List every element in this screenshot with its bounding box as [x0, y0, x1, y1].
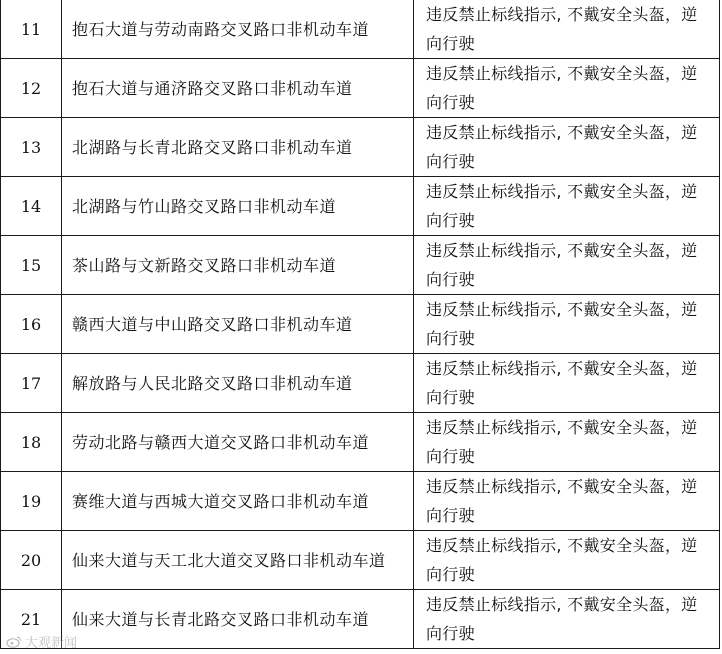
table-row	[1, 59, 720, 118]
watermark-text: 大观新闻	[25, 636, 78, 651]
location-cell: 抱石大道与劳动南路交叉路口非机动车道	[62, 0, 414, 59]
table-row	[1, 354, 720, 413]
table-row	[1, 590, 720, 649]
location-cell: 劳动北路与赣西大道交叉路口非机动车道	[62, 413, 414, 472]
table-body	[1, 0, 720, 649]
row-number-cell: 20	[1, 531, 62, 590]
table-row	[1, 118, 720, 177]
row-number-cell: 17	[1, 354, 62, 413]
table-row	[1, 295, 720, 354]
row-number-cell: 13	[1, 118, 62, 177]
row-number-cell: 14	[1, 177, 62, 236]
violation-cell: 违反禁止标线指示, 不戴安全头盔，逆向行驶	[414, 59, 720, 118]
table-row	[1, 0, 720, 59]
table-row	[1, 472, 720, 531]
violation-cell: 违反禁止标线指示, 不戴安全头盔，逆向行驶	[414, 0, 720, 59]
violation-cell: 违反禁止标线指示, 不戴安全头盔，逆向行驶	[414, 295, 720, 354]
location-cell: 仙来大道与长青北路交叉路口非机动车道	[62, 590, 414, 649]
violation-cell: 违反禁止标线指示, 不戴安全头盔，逆向行驶	[414, 236, 720, 295]
table-row	[1, 413, 720, 472]
table-row	[1, 236, 720, 295]
violation-cell: 违反禁止标线指示, 不戴安全头盔，逆向行驶	[414, 354, 720, 413]
location-cell: 赛维大道与西城大道交叉路口非机动车道	[62, 472, 414, 531]
violation-cell: 违反禁止标线指示, 不戴安全头盔，逆向行驶	[414, 118, 720, 177]
location-cell: 北湖路与长青北路交叉路口非机动车道	[62, 118, 414, 177]
violation-cell: 违反禁止标线指示, 不戴安全头盔，逆向行驶	[414, 472, 720, 531]
row-number-cell: 11	[1, 0, 62, 59]
location-cell: 北湖路与竹山路交叉路口非机动车道	[62, 177, 414, 236]
location-cell: 赣西大道与中山路交叉路口非机动车道	[62, 295, 414, 354]
table-row	[1, 531, 720, 590]
violation-cell: 违反禁止标线指示, 不戴安全头盔，逆向行驶	[414, 413, 720, 472]
row-number-cell: 18	[1, 413, 62, 472]
location-cell: 茶山路与文新路交叉路口非机动车道	[62, 236, 414, 295]
violation-cell: 违反禁止标线指示, 不戴安全头盔，逆向行驶	[414, 531, 720, 590]
location-cell: 解放路与人民北路交叉路口非机动车道	[62, 354, 414, 413]
violation-cell: 违反禁止标线指示, 不戴安全头盔，逆向行驶	[414, 177, 720, 236]
table-row	[1, 177, 720, 236]
row-number-cell: 12	[1, 59, 62, 118]
row-number-cell: 19	[1, 472, 62, 531]
location-cell: 仙来大道与天工北大道交叉路口非机动车道	[62, 531, 414, 590]
row-number-cell: 16	[1, 295, 62, 354]
row-number-cell: 15	[1, 236, 62, 295]
location-cell: 抱石大道与通济路交叉路口非机动车道	[62, 59, 414, 118]
row-number-cell: 21	[1, 590, 62, 649]
violation-cell: 违反禁止标线指示, 不戴安全头盔，逆向行驶	[414, 590, 720, 649]
